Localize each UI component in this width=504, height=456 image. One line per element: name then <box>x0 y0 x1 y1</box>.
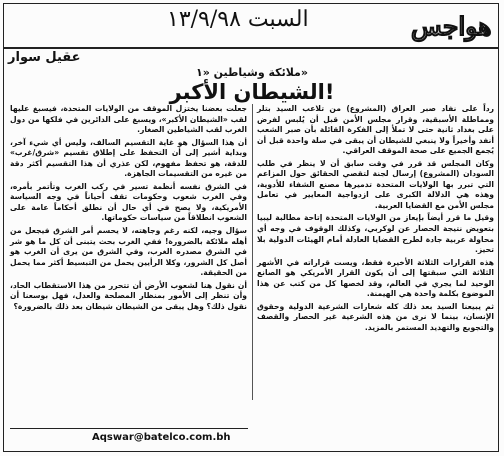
left-column <box>10 104 247 402</box>
column-logo <box>411 12 491 42</box>
paragraph: في الشرق نفسه أنظمة تسير في ركب الغرب وتأتمر بأمره، وفي الغرب شعوب وحكومات تقف أحياناً في وجه السياسة الأمريكية، ولا يصح في أي حال أن نطلق أحكاماً عامة على الشعوب انطلاقاً من سياسات حكوماتها. <box>10 181 247 223</box>
paragraph: وقيل ما قرر أيضاً بإيعاز من الولايات المتحدة إتاحة مطالبة ليبيا بتعويض نتيجة الحصار عن لوكربي، وكذلك الوقوف في وجه أي محاولة عربية جادة لطرح القضايا العادلة أمام الهيئات الدولية بلا تحيز. <box>257 213 494 255</box>
right-column <box>257 104 494 402</box>
paragraph: أن نقول هنا لشعوب الأرض أن تتحرر من هذا الاستقطاب الحاد، وأن تنظر إلى الأمور بمنظار المصلحة والعدل، فهل بوسعنا أن نقول ذلك؟ وهل يبقى من الشيطان شيطان بعد ذلك بالضرورة؟ <box>10 280 247 311</box>
publication-date: السبت ١٣/٩/٩٨ <box>167 7 309 32</box>
article-subtitle: ملائكة وشياطين «١» <box>196 66 308 79</box>
paragraph: سؤال وجيه، لكنه رغم وجاهته، لا يحسم أمر الشرق فيجعل من أهله ملائكة بالضرورة! ففي الغرب بحث يتبنى أن كل ما هو شر في الشرق مصدره الغرب، وفي الشرق من يرى أن الغرب هو أصل كل الشرور، وكلا الرأيين يحمل من التبسيط أكثر مما يحمل من الحقيقة. <box>10 226 247 278</box>
paragraph: هذه القرارات الثلاثة الأخيرة فقط، ويست قراراته في الأشهر الثلاثة التي سبقتها إلى أن يكون القرار الأمريكي هو الصانع الوحيد لما يجري في العالم، وقد لخصها كل من كتب عن هذا الموضوع بكلمة واحدة هي الهيمنة. <box>257 257 494 299</box>
paragraph: رداً على نفاد صبر العراق (المشروع) من تلاعب السيد بتلر ومماطلة الأسبقية، وقرار مجلس الأمن قبل أن يُلبس لفرض على بغداد ثانية حتى لا تملأ إلى الفكرة القائلة بأن صبر الشعب أنفد وأخيراً ولا ينبغي للشيطان أن يبقى في سلة واحدة قبل أن يُجمع الجميع على صحة الموقف العراقي. <box>257 104 494 156</box>
paragraph: وكان المجلس قد قرر في وقت سابق أن لا ينظر في طلب السودان (المشروع) إرسال لجنة لتقصي الحقائق حول المزاعم التي تبرر بها الولايات المتحدة تدميرها مصنع الشفاء للأدوية، وهذه هي الدلالة الكبرى على ازدواجية المعايير في تعامل مجلس الأمن مع القضايا العربية. <box>257 158 494 210</box>
paragraph: أن هذا السؤال هو غاية التقسيم السالف، وليس أي شيء آخر، وبداية أشير إلى أن التحفظ على إطلاق تقسيم «شرق/غرب» للدقة، هو تحفظ مفهوم، لكن عذري أن هذا التقسيم أكثر دقة من غيره من التقسيمات الجاهزة. <box>10 137 247 179</box>
footer-rule <box>10 428 248 429</box>
author-name: عقيل سوار <box>8 50 81 65</box>
column-header <box>3 3 499 49</box>
author-email: Aqswar@batelco.com.bh <box>92 432 231 443</box>
column-logo-text: هواجس <box>411 12 492 41</box>
article-headline <box>10 66 494 103</box>
article-title: الشيطان الأكبر! <box>169 80 335 104</box>
paragraph: ثم يبيعنا السيد بعد ذلك كله شعارات الشرعية الدولية وحقوق الإنسان، بينما لا نرى من هذه الشرعية غير الحصار والقصف والتجويع والتهديد المستمر بالمزيد. <box>257 301 494 332</box>
paragraph: جعلت بعضنا يختزل الموقف من الولايات المتحدة، فيسبغ عليها لقب «الشيطان الأكبر»، ويسبغ على الدائرين في فلكها من دول الغرب لقب الشياطين الصغار. <box>10 104 247 135</box>
column-divider <box>252 104 253 400</box>
